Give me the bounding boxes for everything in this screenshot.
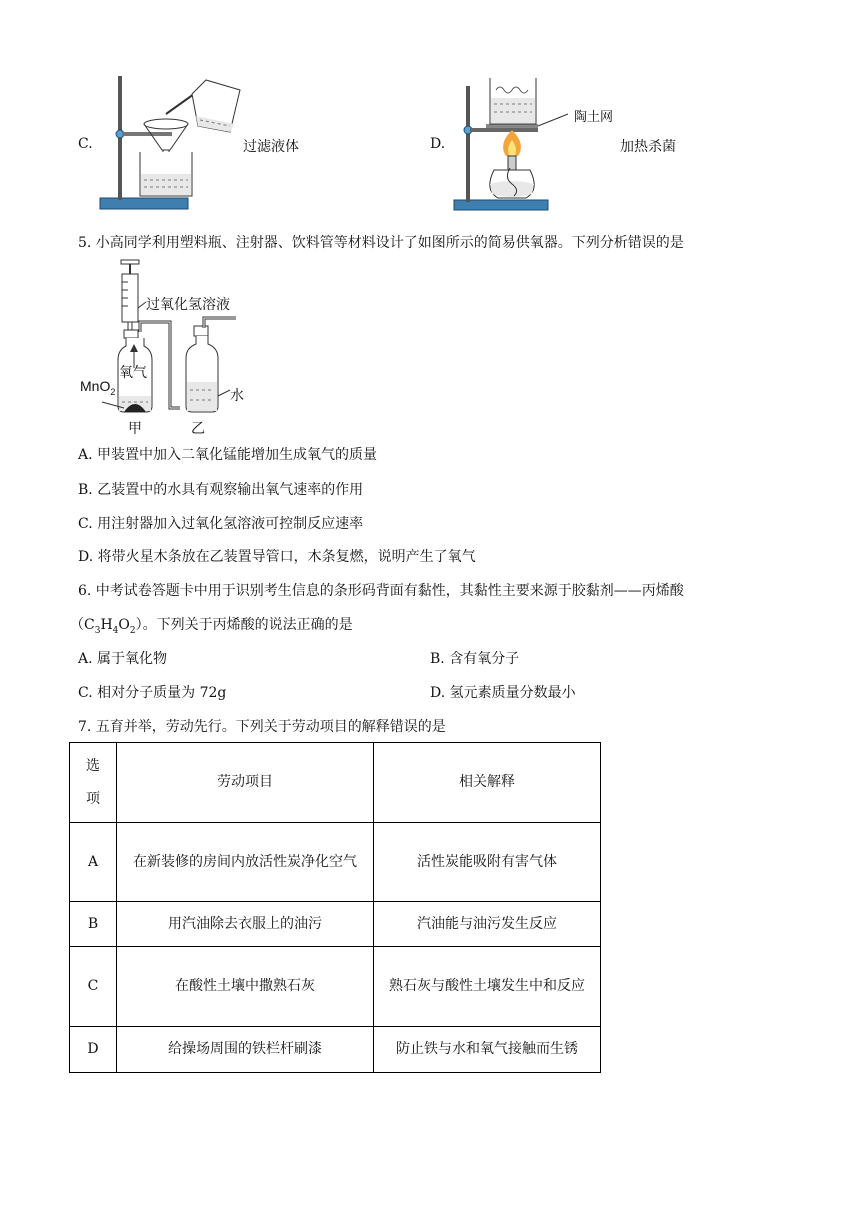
oxygen-generator-figure [80,256,250,440]
q6-stem-line2: $(C_3H_4O_2)$。下列关于丙烯酸的说法正确的是 [70,617,353,636]
q5-option-c: C. 用注射器加入过氧化氢溶液可控制反应速率 [78,516,364,532]
row-project: 在新装修的房间内放活性炭净化空气 [117,823,374,902]
clay-gauze-label: 陶土网 [574,110,614,125]
q6-option-a: A. 属于氧化物 [78,651,168,667]
option-c-letter: C. [78,136,93,152]
q5-stem: 5. 小高同学利用塑料瓶、注射器、饮料管等材料设计了如图所示的简易供氧器。下列分析错误的是 [78,235,684,251]
row-project: 在酸性土壤中撒熟石灰 [117,947,374,1027]
row-option: C [70,947,117,1027]
table-row [70,947,601,1027]
row-explanation: 活性炭能吸附有害气体 [374,823,601,902]
row-option: D [70,1027,117,1073]
table-header-row [70,743,601,823]
header-option: 选 项 [70,743,117,823]
header-project: 劳动项目 [117,743,374,823]
row-explanation: 熟石灰与酸性土壤发生中和反应 [374,947,601,1027]
label-hydrogen-peroxide: 过氧化氢溶液 [146,297,230,313]
row-explanation: 汽油能与油污发生反应 [374,902,601,947]
q5-option-d: D. 将带火星木条放在乙装置导管口，木条复燃，说明产生了氧气 [78,549,476,565]
q5-option-a: A. 甲装置中加入二氧化锰能增加生成氧气的质量 [78,447,378,463]
table-row [70,902,601,947]
row-option: A [70,823,117,902]
heating-apparatus-figure [450,68,575,214]
table-row [70,1027,601,1073]
q6-stem-line1: 6. 中考试卷答题卡中用于识别考生信息的条形码背面有黏性，其黏性主要来源于胶黏剂——丙烯酸 [78,583,684,599]
label-water: 水 [230,388,244,404]
q6-option-d: D. 氢元素质量分数最小 [430,685,576,701]
row-explanation: 防止铁与水和氧气接触而生锈 [374,1027,601,1073]
q7-stem: 7. 五育并举，劳动先行。下列关于劳动项目的解释错误的是 [78,719,446,735]
header-explanation: 相关解释 [374,743,601,823]
labor-project-table [69,742,601,1073]
option-c-caption: 过滤液体 [243,139,299,155]
label-mno2: MnO$_2$ [80,378,116,397]
option-d-caption: 加热杀菌 [620,139,676,155]
row-option: B [70,902,117,947]
q6-option-c: C. 相对分子质量为 72g [78,685,227,701]
row-project: 用汽油除去衣服上的油污 [117,902,374,947]
label-oxygen: 氧气 [119,365,147,381]
q6-option-b: B. 含有氧分子 [430,651,520,667]
option-d-letter: D. [430,136,446,152]
label-bottle-jia: 甲 [128,421,142,437]
row-project: 给操场周围的铁栏杆刷漆 [117,1027,374,1073]
q5-option-b: B. 乙装置中的水具有观察输出氧气速率的作用 [78,482,364,498]
table-row [70,823,601,902]
label-bottle-yi: 乙 [191,421,205,437]
filtration-apparatus-figure [96,70,246,214]
